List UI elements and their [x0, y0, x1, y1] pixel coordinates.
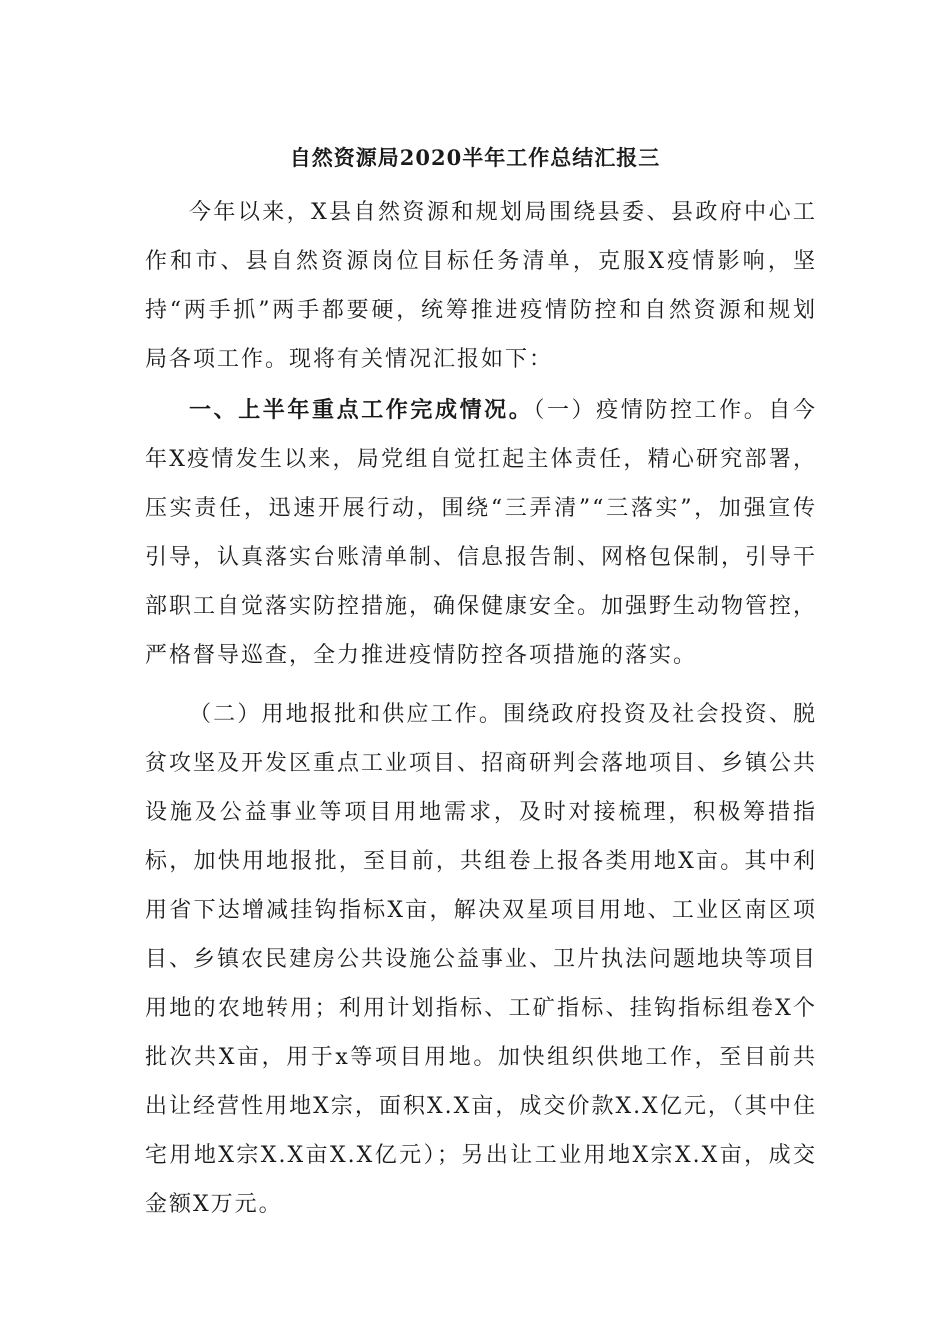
- paragraph-land-approval-text: （二）用地报批和供应工作。围绕政府投资及社会投资、脱贫攻坚及开发区重点工业项目、招商研判会落地项目、乡镇公共设施及公益事业等项目用地需求，及时对接梳理，积极筹措指标，加快用地报批，至目前，共组卷上报各类用地X亩。其中利用省下达增减挂钩指标X亩，解决双星项目用地、工业区南区项目、乡镇农民建房公共设施公益事业、卫片执法问题地块等项目用地的农地转用；利用计划指标、工矿指标、挂钩指标组卷X个批次共X亩，用于x等项目用地。加快组织供地工作，至目前共出让经营性用地X宗，面积X.X亩，成交价款X.X亿元，（其中住宅用地X宗X.X亩X.X亿元）；另出让工业用地X宗X.X亩，成交金额X万元。: [145, 702, 818, 1217]
- document-title: 自然资源局2020半年工作总结汇报三: [289, 145, 661, 170]
- paragraph-intro-text: 今年以来，X县自然资源和规划局围绕县委、县政府中心工作和市、县自然资源岗位目标任务清单，克服X疫情影响，坚持“两手抓”两手都要硬，统筹推进疫情防控和自然资源和规划局各项工作。现将有关情况汇报如下：: [145, 200, 817, 372]
- paragraph-epidemic-control: [145, 386, 817, 680]
- paragraph-land-approval: [145, 690, 817, 1229]
- paragraph-intro: [145, 188, 817, 384]
- paragraph-epidemic-control-text: （一）疫情防控工作。自今年X疫情发生以来，局党组自觉扛起主体责任，精心研究部署，压实责任，迅速开展行动，围绕“三弄清”“三落实”，加强宣传引导，认真落实台账清单制、信息报告制、网格包保制，引导干部职工自觉落实防控措施，确保健康安全。加强野生动物管控，严格督导巡查，全力推进疫情防控各项措施的落实。: [145, 398, 818, 668]
- section-heading: 一、上半年重点工作完成情况。: [189, 397, 534, 423]
